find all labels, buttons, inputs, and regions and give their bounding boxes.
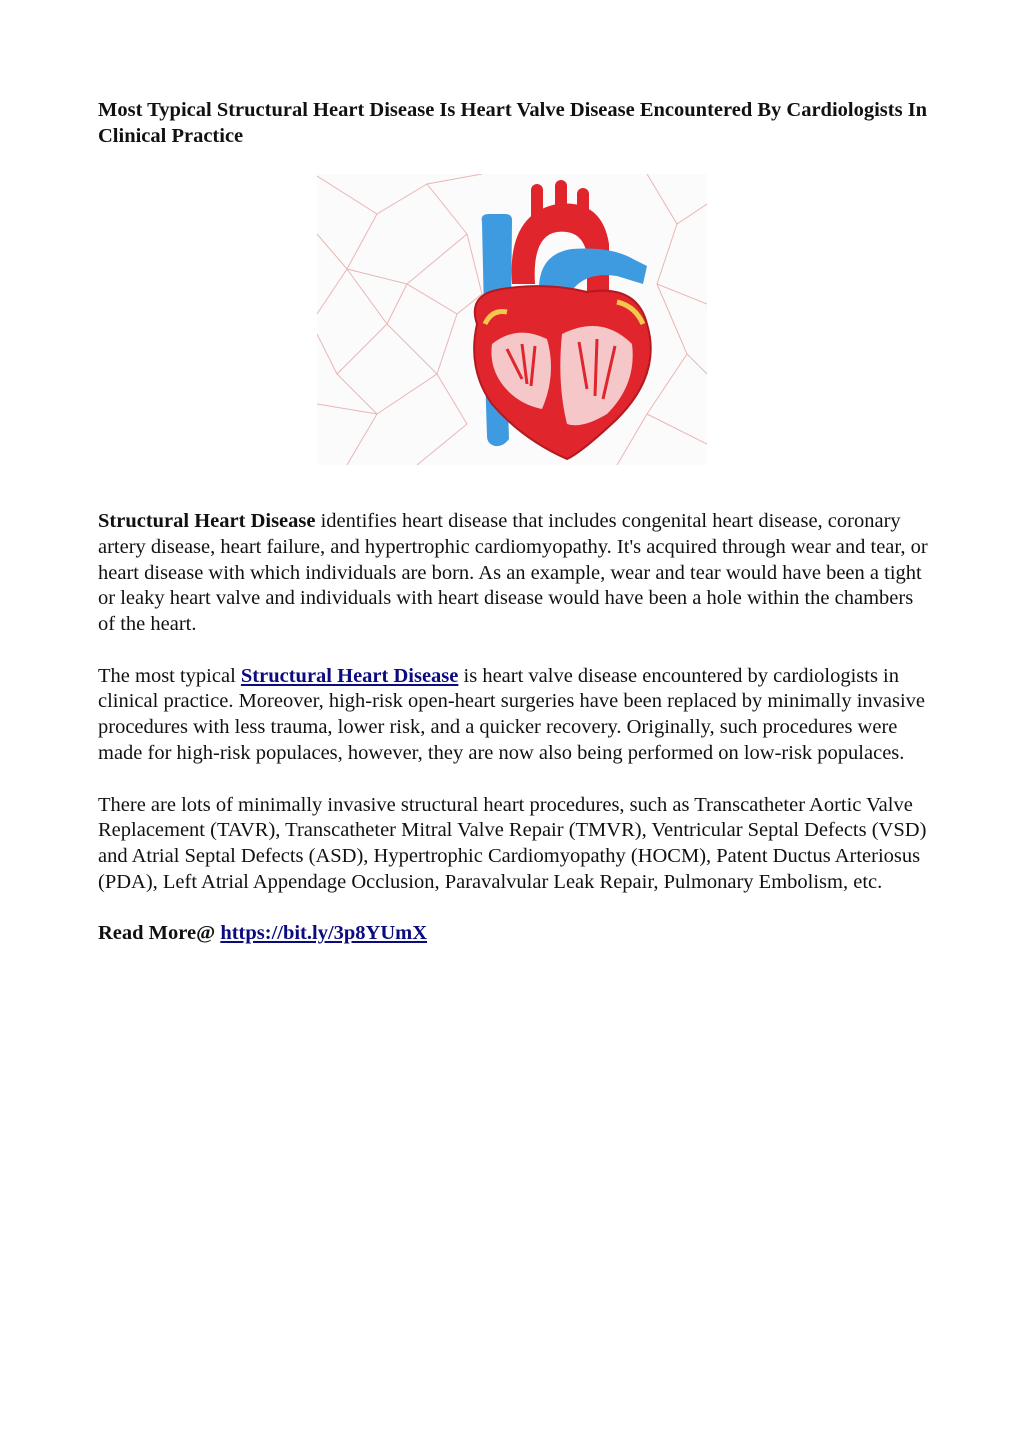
paragraph-2	[98, 664, 928, 767]
paragraph-1-lead: Structural Heart Disease	[98, 510, 316, 532]
paragraph-2-after: is heart valve disease encountered by cardiologists in clinical practice. Moreover, high-risk open-heart surgeries have been replaced by minimally invasive procedures with less trauma, lower risk, and a quicker recovery. Originally, such procedures were made for high-risk populaces, however, they are now also being performed on low-risk populaces.	[98, 664, 926, 765]
heart-anatomy-figure	[317, 174, 707, 465]
document-body	[98, 509, 928, 973]
read-more-link[interactable]: https://bit.ly/3p8YUmX	[220, 922, 428, 945]
heart-anatomy-illustration-icon	[317, 174, 707, 465]
paragraph-1-text: identifies heart disease that includes congenital heart disease, coronary artery disease, heart failure, and hypertrophic cardiomyopathy. It's acquired through wear and tear, or heart disease with which individuals are born. As an example, wear and tear would have been a tight or leaky heart valve and individuals with heart disease would have been a hole within the chambers of the heart.	[98, 510, 928, 636]
document-title: Most Typical Structural Heart Disease Is Heart Valve Disease Encountered By Cardiologists In Clinical Practice	[98, 99, 928, 147]
document-page	[98, 97, 928, 149]
structural-heart-disease-link[interactable]: Structural Heart Disease	[240, 664, 459, 687]
paragraph-1	[98, 509, 928, 638]
paragraph-2-before: The most typical	[98, 664, 241, 687]
paragraph-3: There are lots of minimally invasive structural heart procedures, such as Transcatheter Aortic Valve Replacement (TAVR), Transcatheter Mitral Valve Repair (TMVR), Ventricular Septal Defects (VSD) and Atrial Septal Defects (ASD), Hypertrophic Cardiomyopathy (HOCM), Patent Ductus Arteriosus (PDA), Left Atrial Appendage Occlusion, Paravalvular Leak Repair, Pulmonary Embolism, etc.	[98, 793, 927, 893]
read-more-label: Read More@	[98, 922, 221, 945]
read-more-line	[98, 921, 928, 947]
